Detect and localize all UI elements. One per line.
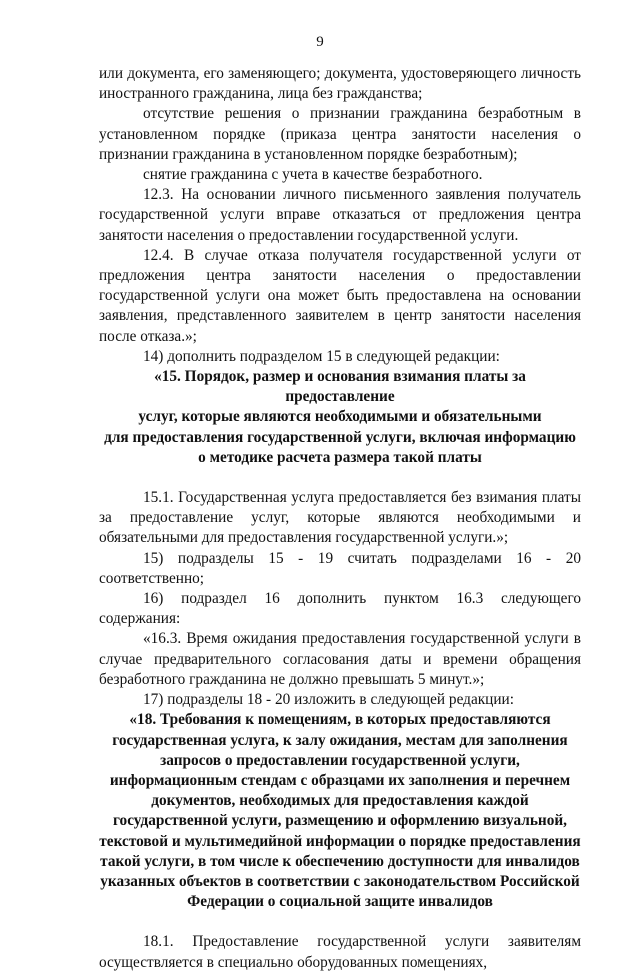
heading-line: государственная услуга, к залу ожидания, местам для заполнения: [112, 731, 568, 749]
paragraph-amendment-17: 17) подразделы 18 - 20 изложить в следующей редакции:: [143, 691, 514, 709]
heading-line: услуг, которые являются необходимыми и обязательными: [138, 408, 542, 426]
paragraph-amendment-16: 16) подраздел 16 дополнить пунктом 16.3 следующего содержания:: [99, 590, 581, 628]
spacer: [99, 468, 581, 488]
paragraph-18-1: 18.1. Предоставление государственной услуги заявителям осуществляется в специально оборудованных помещениях,: [99, 933, 581, 971]
paragraph-12-4: 12.4. В случае отказа получателя государственной услуги от предложения центра занятости населения о предоставлении государственной услуги она может быть предоставлена на основании заявления, представленного заявителем в центр занятости населения после отказа.»;: [99, 246, 581, 345]
heading-line: указанных объектов в соответствии с законодательством Российской: [100, 872, 580, 890]
paragraph-amendment-14: 14) дополнить подразделом 15 в следующей редакции:: [143, 347, 500, 365]
paragraph-16-3: «16.3. Время ожидания предоставления государственной услуги в случае предварительного согласования даты и времени обращения безработного гражданина не должно превышать 5 минут.»;: [99, 630, 581, 688]
heading-line: документов, необходимых для предоставления каждой: [151, 792, 529, 810]
heading-line: «15. Порядок, размер и основания взимания платы за предоставление: [154, 368, 526, 406]
heading-line: «18. Требования к помещениям, в которых предоставляются: [129, 711, 551, 729]
section-18-heading: [99, 710, 581, 912]
spacer: [99, 912, 581, 932]
paragraph-12-3: 12.3. На основании личного письменного заявления получатель государственной услуги вправе отказаться от предложения центра занятости населения о предоставлении государственной услуги.: [99, 186, 581, 244]
paragraph-document-types: или документа, его заменяющего; документа, удостоверяющего личность иностранного гражданина, лица без гражданства;: [99, 65, 581, 103]
heading-line: государственной услуги, размещению и оформлению визуальной,: [112, 812, 568, 830]
heading-line: информационным стендам с образцами их заполнения и перечнем: [109, 771, 571, 789]
heading-line: текстовой и мультимедийной информации о порядке предоставления: [99, 832, 581, 850]
paragraph-15-1: 15.1. Государственная услуга предоставляется без взимания платы за предоставление услуг, которые являются необходимыми и обязательными для предоставления государственной услуги.»;: [99, 489, 581, 547]
heading-line: Федерации о социальной защите инвалидов: [187, 893, 493, 911]
heading-line: такой услуги, в том числе к обеспечению доступности для инвалидов: [100, 852, 580, 870]
page-number: 9: [316, 34, 324, 50]
paragraph-amendment-15: 15) подразделы 15 - 19 считать подразделами 16 - 20 соответственно;: [99, 549, 581, 587]
section-15-heading: [99, 367, 581, 468]
heading-line: для предоставления государственной услуги, включая информацию: [104, 428, 576, 446]
document-body: [99, 64, 581, 973]
heading-line: о методике расчета размера такой платы: [198, 448, 482, 466]
paragraph-no-decision: отсутствие решения о признании гражданина безработным в установленном порядке (приказа центра занятости населения о признании гражданина в установленном порядке безработным);: [99, 105, 581, 163]
paragraph-deregistration: снятие гражданина с учета в качестве безработного.: [143, 166, 483, 184]
heading-line: запросов о предоставлении государственной услуги,: [160, 751, 520, 769]
